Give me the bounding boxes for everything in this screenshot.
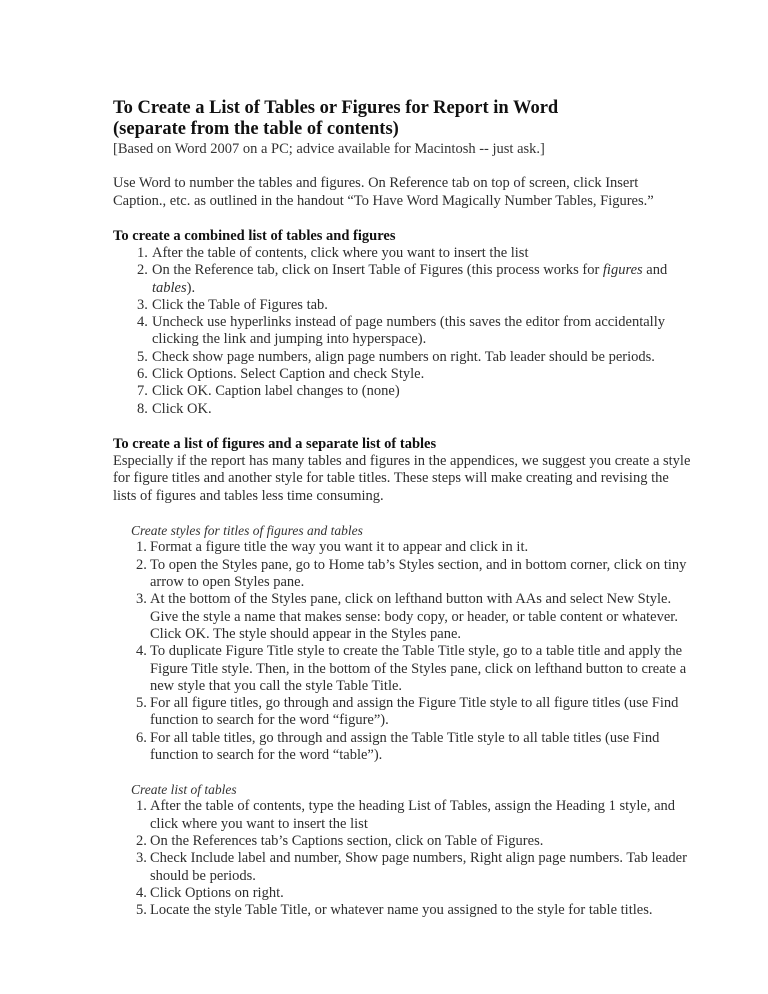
document-subtitle: (separate from the table of contents)	[113, 119, 399, 139]
list-item: 2. On the References tab’s Captions section, click on Table of Figures.	[136, 832, 544, 849]
version-note: [Based on Word 2007 on a PC; advice available for Macintosh -- just ask.]	[113, 141, 545, 157]
separate-lists-paragraph: Especially if the report has many tables and figures in the appendices, we suggest you create a style for figure titles and another style for table titles. These steps will make creating and revising the lists of figures and tables less time consuming.	[113, 452, 691, 504]
list-item: 4. Click Options on right.	[136, 884, 284, 901]
list-item: 1. After the table of contents, type the heading List of Tables, assign the Heading 1 style, and click where you want to insert the list	[136, 798, 676, 832]
combined-list-heading: To create a combined list of tables and figures	[113, 228, 396, 244]
styles-steps-list	[113, 539, 693, 764]
list-item: 1. Format a figure title the way you want it to appear and click in it.	[136, 539, 529, 556]
intro-paragraph: Use Word to number the tables and figures. On Reference tab on top of screen, click Insert Caption., etc. as outlined in the handout “To Have Word Magically Number Tables, Figures.”	[113, 175, 654, 209]
separate-lists-heading: To create a list of figures and a separate list of tables	[113, 435, 437, 452]
emphasis-figures: figures	[602, 262, 643, 279]
list-item: 6. For all table titles, go through and assign the Table Title style to all table titles (use Find function to search for the word “table”).	[136, 729, 660, 764]
list-item: 2. On the Reference tab, click on Insert Table of Figures (this process works for figures and tables).	[137, 262, 668, 296]
document-title: To Create a List of Tables or Figures for Report in Word	[113, 98, 559, 118]
emphasis-tables: tables	[152, 279, 187, 296]
tables-list-steps	[113, 798, 693, 919]
list-item: 3. Check Include label and number, Show page numbers, Right align page numbers. Tab leader should be periods.	[136, 850, 687, 884]
list-item: 4. To duplicate Figure Title style to create the Table Title style, go to a table title and apply the Figure Title style. Then, in the bottom of the Styles pane, click on lefthand button to create a new style that you call the style Table Title.	[136, 643, 687, 694]
list-item: 7. Click OK. Caption label changes to (none)	[137, 383, 400, 400]
list-item: 6. Click Options. Select Caption and check Style.	[137, 366, 425, 383]
list-item: 2. To open the Styles pane, go to Home tab’s Styles section, and in bottom corner, click on tiny arrow to open Styles pane.	[136, 556, 687, 591]
tables-list-subheading: Create list of tables	[131, 782, 237, 798]
list-item: 4. Uncheck use hyperlinks instead of page numbers (this saves the editor from accidentally clicking the link and jumping into hyperspace).	[137, 314, 665, 348]
document-page	[113, 98, 693, 919]
list-item: 8. Click OK.	[137, 400, 212, 417]
list-item: 3. Click the Table of Figures tab.	[137, 296, 328, 313]
combined-steps-list	[113, 245, 693, 418]
list-item: 5. For all figure titles, go through and assign the Figure Title style to all figure titles (use Find function to search for the word “figure”).	[136, 695, 679, 729]
list-item: 5. Locate the style Table Title, or whatever name you assigned to the style for table titles.	[136, 902, 653, 919]
list-item: 3. At the bottom of the Styles pane, click on lefthand button with AAs and select New Style. Give the style a name that makes sense: body copy, or header, or table content or whatever. Click OK. The style should appear in the Styles pane.	[136, 591, 678, 642]
list-item: 5. Check show page numbers, align page numbers on right. Tab leader should be periods.	[137, 348, 655, 365]
list-item: 1. After the table of contents, click where you want to insert the list	[137, 245, 529, 261]
styles-subheading: Create styles for titles of figures and tables	[131, 523, 363, 539]
